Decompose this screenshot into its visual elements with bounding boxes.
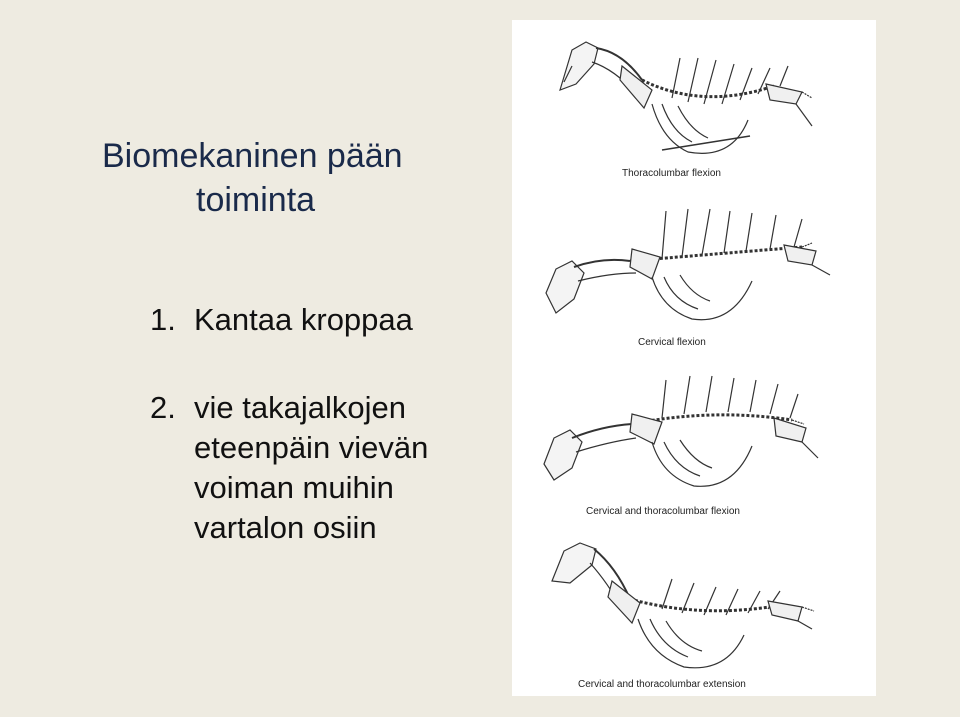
panel-caption: Cervical flexion [638, 337, 706, 348]
list-item-text: Kantaa kroppaa [194, 302, 413, 337]
panel-caption: Cervical and thoracolumbar extension [578, 679, 746, 690]
skeleton-figure [512, 20, 876, 696]
point-list [150, 300, 428, 548]
list-item-number: 2. [150, 390, 176, 425]
slide-title-line-1: Biomekaninen pään [102, 137, 403, 175]
list-item-number: 1. [150, 302, 176, 337]
list-item-text: vie takajalkojen [194, 390, 406, 425]
panel-caption: Thoracolumbar flexion [622, 168, 721, 179]
list-item-text: voiman muihin [194, 470, 394, 505]
skeleton-panel-cervical-flexion [512, 189, 876, 358]
horse-skeleton-drawing [512, 358, 876, 527]
skeleton-panel-cervical-thoracolumbar-extension [512, 527, 876, 696]
skeleton-panel-thoracolumbar-flexion [512, 20, 876, 189]
list-item [150, 388, 428, 548]
list-item-text: eteenpäin vievän [194, 430, 429, 465]
horse-skeleton-drawing [512, 527, 876, 696]
horse-skeleton-drawing [512, 189, 876, 358]
slide-title-line-2: toiminta [196, 181, 316, 219]
list-item [150, 300, 428, 340]
panel-caption: Cervical and thoracolumbar flexion [586, 506, 740, 517]
list-item-text: vartalon osiin [194, 510, 377, 545]
horse-skeleton-drawing [512, 20, 876, 189]
slide-title [102, 134, 403, 222]
skeleton-panel-cervical-thoracolumbar-flexion [512, 358, 876, 527]
